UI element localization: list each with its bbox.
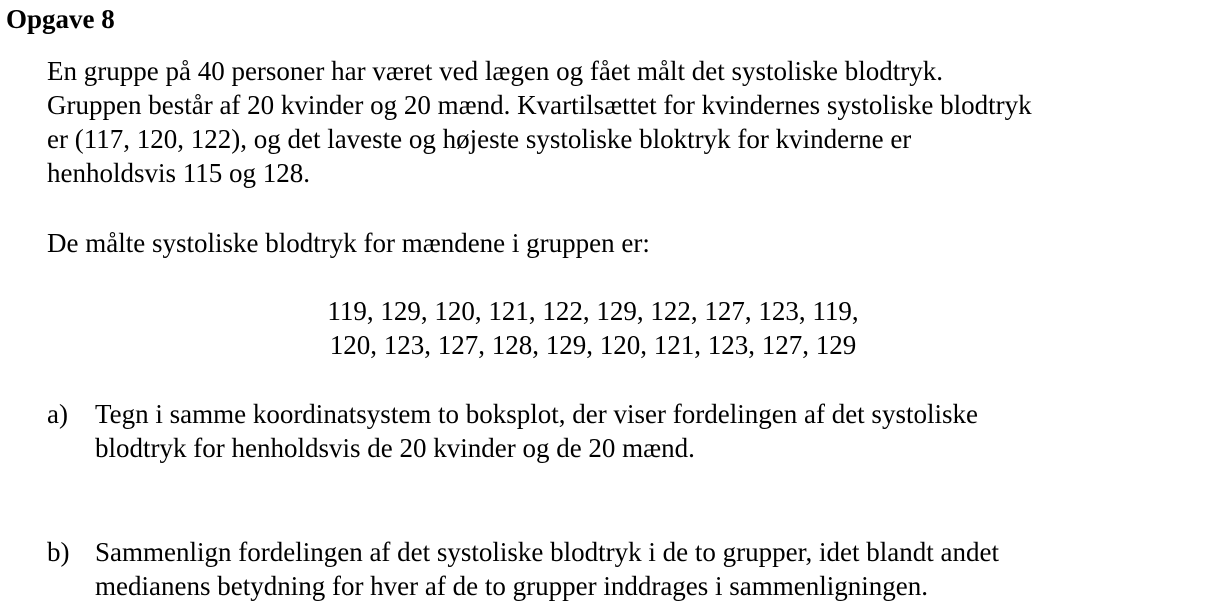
task-b-text	[95, 535, 999, 603]
men-values-line-1: 119, 129, 120, 121, 122, 129, 122, 127, 123, 119,	[327, 296, 859, 326]
men-intro-text: De målte systoliske blodtryk for mændene i gruppen er:	[47, 228, 650, 258]
exercise-title: Opgave 8	[6, 4, 115, 34]
task-a-text	[95, 397, 978, 465]
task-a-line: Tegn i samme koordinatsystem to boksplot, der viser fordelingen af det systoliske	[95, 399, 978, 429]
intro-paragraph	[47, 54, 1032, 190]
intro-line: En gruppe på 40 personer har været ved lægen og fået målt det systoliske blodtryk.	[47, 56, 944, 86]
task-a-line: blodtryk for henholdsvis de 20 kvinder og de 20 mænd.	[95, 433, 695, 463]
intro-line: Gruppen består af 20 kvinder og 20 mænd. Kvartilsættet for kvindernes systoliske blodtryk	[47, 90, 1032, 120]
intro-line: er (117, 120, 122), og det laveste og højeste systoliske bloktryk for kvinderne er	[47, 124, 912, 154]
intro-line: henholdsvis 115 og 128.	[47, 158, 310, 188]
task-b-line: medianens betydning for hver af de to grupper inddrages i sammenligningen.	[95, 571, 929, 601]
task-b-label: b)	[47, 537, 70, 567]
men-values-block	[0, 294, 1186, 362]
task-a-label: a)	[47, 399, 68, 429]
task-b-line: Sammenlign fordelingen af det systoliske blodtryk i de to grupper, idet blandt andet	[95, 537, 999, 567]
men-values-line-2: 120, 123, 127, 128, 129, 120, 121, 123, 127, 129	[329, 330, 857, 360]
